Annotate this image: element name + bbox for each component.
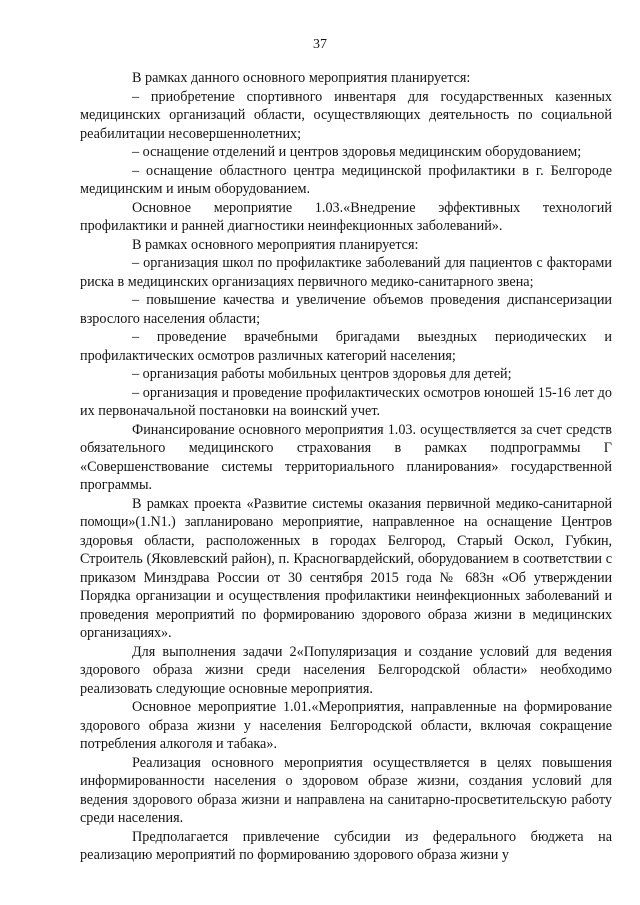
page-number: 37 [313,37,327,52]
body-text [80,69,612,865]
paragraph: Для выполнения задачи 2«Популяризация и создание условий для ведения здорового образа жизни среди населения Белгородской области» необходимо реализовать следующие основные мероприятия. [80,643,612,697]
paragraph: Основное мероприятие 1.03.«Внедрение эффективных технологий профилактики и ранней диагностики неинфекционных заболеваний». [80,199,612,234]
paragraph: В рамках проекта «Развитие системы оказания первичной медико-санитарной помощи»(1.N1.) запланировано мероприятие, направленное на оснащение Центров здоровья области, расположенных в городах Белгород, Старый Оскол, Губкин, Строитель (Яковлевский район), п. Красногвардейский, оборудованием в соответствии с приказом Минздрава России от 30 сентября 2015 года № 683н «Об утверждении Порядка организации и осуществления профилактики неинфекционных заболеваний и проведения мероприятий по формированию здорового образа жизни в медицинских организациях». [80,495,612,641]
paragraph: – оснащение областного центра медицинской профилактики в г. Белгороде медицинским и иным оборудованием. [80,162,612,197]
paragraph: – организация работы мобильных центров здоровья для детей; [132,366,512,382]
paragraph: – приобретение спортивного инвентаря для государственных казенных медицинских организаций области, осуществляющих деятельность по социальной реабилитации несовершеннолетних; [80,88,612,142]
paragraph: – повышение качества и увеличение объемов проведения диспансеризации взрослого населения области; [80,292,612,327]
paragraph: В рамках данного основного мероприятия планируется: [132,70,471,86]
paragraph: Реализация основного мероприятия осуществляется в целях повышения информированности населения о здоровом образе жизни, создания условий для ведения здорового образа жизни и направлена на санитарно-просветительскую работу среди населения. [80,754,612,826]
paragraph: – организация и проведение профилактических осмотров юношей 15-16 лет до их первоначальной постановки на воинский учет. [80,384,612,419]
paragraph: Основное мероприятие 1.01.«Мероприятия, направленные на формирование здорового образа жизни у населения Белгородской области, включая сокращение потребления алкоголя и табака». [80,699,612,752]
paragraph: – организация школ по профилактике заболеваний для пациентов с факторами риска в медицинских организациях первичного медико-санитарного звена; [80,255,612,290]
paragraph: В рамках основного мероприятия планируется: [132,236,419,253]
paragraph: Предполагается привлечение субсидии из федерального бюджета на реализацию мероприятий по формированию здорового образа жизни у [80,828,612,863]
paragraph: – оснащение отделений и центров здоровья медицинским оборудованием; [132,144,582,160]
paragraph: Финансирование основного мероприятия 1.03. осуществляется за счет средств обязательного медицинского страхования в рамках подпрограммы Г «Совершенствование системы территориального планирования» государственной программы. [80,421,612,493]
paragraph: – проведение врачебными бригадами выездных периодических и профилактических осмотров различных категорий населения; [80,329,612,364]
